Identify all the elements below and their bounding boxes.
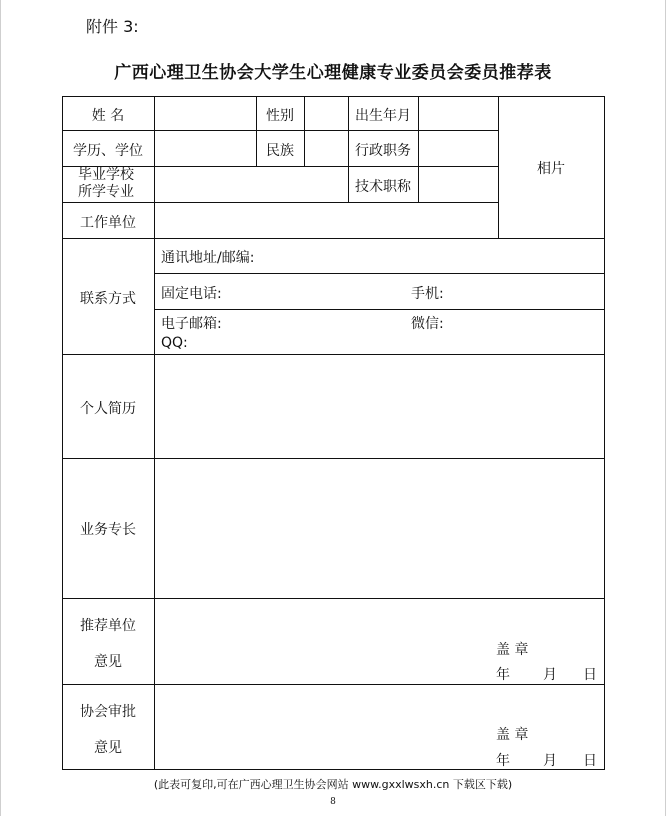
- admin-post-field[interactable]: [419, 131, 497, 165]
- recommend-seal: 盖 章: [496, 642, 529, 658]
- recommend-month: 月: [543, 667, 557, 683]
- recommend-day: 日: [583, 667, 597, 683]
- label-school-line1: 毕业学校: [78, 167, 134, 183]
- label-birth: 出生年月: [355, 108, 411, 124]
- label-school: [78, 167, 134, 201]
- label-approve-line1: 协会审批: [80, 704, 136, 720]
- approve-day: 日: [583, 753, 597, 769]
- specialty-field[interactable]: [155, 459, 603, 597]
- address-field[interactable]: [280, 239, 603, 272]
- label-wechat: 微信:: [411, 316, 444, 332]
- label-contact: 联系方式: [80, 291, 136, 307]
- name-field[interactable]: [155, 97, 255, 130]
- page-edge-left: [0, 0, 1, 816]
- wechat-field[interactable]: [455, 310, 603, 332]
- gender-field[interactable]: [305, 97, 347, 130]
- email-field[interactable]: [240, 310, 400, 332]
- page-number: 8: [330, 797, 336, 807]
- form-title: 广西心理卫生协会大学生心理健康专业委员会委员推荐表: [114, 63, 552, 83]
- table-border-right: [604, 96, 605, 770]
- work-unit-field[interactable]: [155, 203, 497, 237]
- footer-note: (此表可复印,可在广西心理卫生协会网站 www.gxxlwsxh.cn 下载区下载): [153, 778, 513, 791]
- phone-field[interactable]: [240, 274, 400, 308]
- school-field[interactable]: [155, 167, 347, 201]
- ethnicity-field[interactable]: [305, 131, 347, 165]
- approve-year: 年: [496, 753, 510, 769]
- label-phone: 固定电话:: [161, 286, 222, 302]
- mobile-field[interactable]: [455, 274, 603, 308]
- label-photo: 相片: [537, 161, 565, 177]
- label-name: 姓 名: [91, 108, 125, 124]
- tech-title-field[interactable]: [419, 167, 497, 201]
- table-border-bottom: [62, 769, 605, 770]
- label-qq: QQ:: [161, 335, 188, 351]
- recommend-opinion-field[interactable]: [155, 599, 603, 683]
- approve-opinion-field[interactable]: [155, 685, 603, 768]
- label-school-line2: 所学专业: [78, 184, 134, 200]
- resume-field[interactable]: [155, 355, 603, 457]
- label-ethnicity: 民族: [266, 143, 294, 159]
- label-resume: 个人简历: [80, 401, 136, 417]
- label-gender: 性别: [266, 108, 294, 124]
- attachment-label: 附件 3:: [86, 17, 139, 36]
- label-tech-title: 技术职称: [355, 179, 411, 195]
- photo-area[interactable]: [499, 97, 603, 237]
- education-field[interactable]: [155, 131, 255, 165]
- label-work-unit: 工作单位: [80, 215, 136, 231]
- label-mobile: 手机:: [411, 286, 444, 302]
- label-admin-post: 行政职务: [355, 143, 411, 159]
- label-approve-line2: 意见: [94, 740, 122, 756]
- label-education: 学历、学位: [73, 143, 143, 159]
- qq-field[interactable]: [195, 332, 400, 353]
- label-email: 电子邮箱:: [161, 316, 222, 332]
- recommend-year: 年: [496, 667, 510, 683]
- approve-month: 月: [543, 753, 557, 769]
- label-specialty: 业务专长: [80, 522, 136, 538]
- label-recommend-line2: 意见: [94, 654, 122, 670]
- label-recommend-line1: 推荐单位: [80, 618, 136, 634]
- birth-field[interactable]: [419, 97, 497, 130]
- label-address: 通讯地址/邮编:: [161, 250, 255, 266]
- approve-seal: 盖 章: [496, 727, 529, 743]
